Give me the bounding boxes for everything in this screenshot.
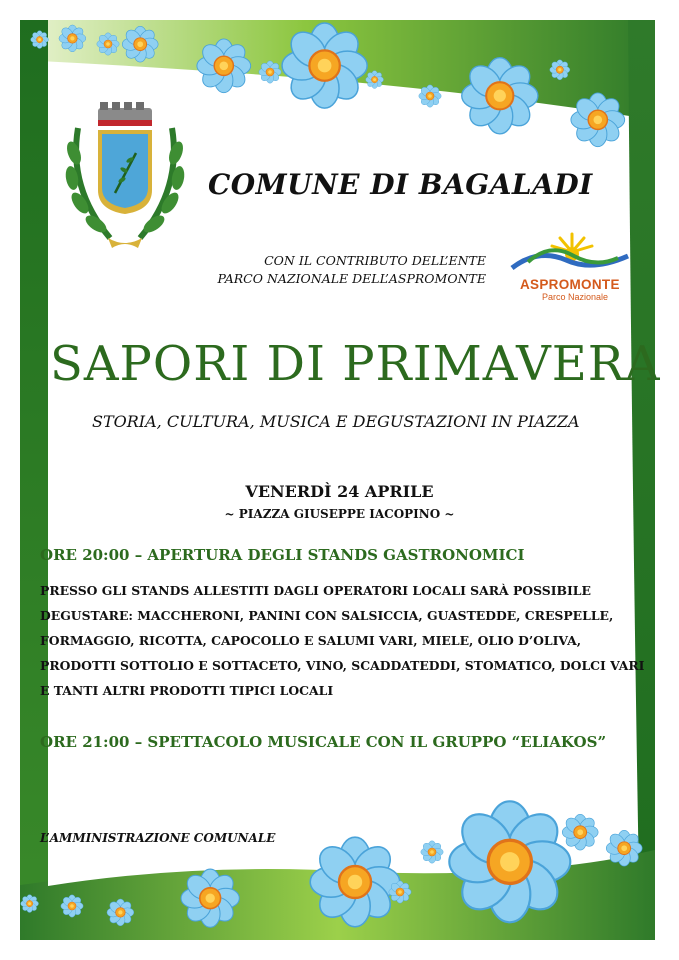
event-date: VENERDÌ 24 APRILE	[245, 482, 434, 501]
aspromonte-sun-icon	[508, 222, 632, 278]
comune-crest-emblem	[60, 98, 190, 253]
flower-icon	[20, 894, 39, 913]
aspromonte-park-logo	[508, 222, 632, 302]
description-line: PRODOTTI SOTTOLIO E SOTTACETO, VINO, SCADDATEDDI, STOMATICO, DOLCI VARI	[40, 658, 645, 673]
program-heading-2: ORE 21:00 – SPETTACOLO MUSICALE CON IL GRUPPO “ELIAKOS”	[40, 733, 607, 751]
event-location: ~ PIAZZA GIUSEPPE IACOPINO ~	[224, 507, 455, 521]
flower-icon	[121, 25, 159, 63]
flower-icon	[279, 20, 370, 111]
flower-icon	[418, 84, 442, 108]
contribution-line: PARCO NAZIONALE DELL’ASPROMONTE	[217, 271, 486, 286]
flower-icon	[365, 70, 384, 89]
flower-icon	[106, 898, 135, 927]
event-title: SAPORI DI PRIMAVERA	[50, 336, 661, 392]
flower-icon	[60, 894, 84, 918]
contribution-line: CON IL CONTRIBUTO DELL’ENTE	[264, 253, 486, 268]
flower-icon	[445, 797, 575, 927]
logo-subtitle: Parco Nazionale	[542, 292, 609, 302]
event-subtitle: STORIA, CULTURA, MUSICA E DEGUSTAZIONI IN PIAZZA	[92, 412, 580, 431]
signature: L’AMMINISTRAZIONE COMUNALE	[40, 831, 276, 845]
flower-icon	[561, 813, 599, 851]
description-line: PRESSO GLI STANDS ALLESTITI DAGLI OPERATORI LOCALI SARÀ POSSIBILE	[40, 583, 591, 598]
flower-icon	[605, 829, 643, 867]
flower-icon	[459, 55, 541, 137]
description-line: E TANTI ALTRI PRODOTTI TIPICI LOCALI	[40, 683, 334, 698]
flower-icon	[549, 59, 571, 81]
flower-icon	[258, 60, 282, 84]
flower-icon	[388, 880, 412, 904]
contribution-text	[150, 252, 486, 288]
flower-icon	[179, 867, 241, 929]
logo-name: ASPROMONTE	[520, 277, 620, 292]
flower-icon	[58, 24, 87, 53]
description-line: DEGUSTARE: MACCHERONI, PANINI CON SALSICCIA, GUASTEDDE, CRESPELLE,	[40, 608, 614, 623]
flower-icon	[30, 30, 49, 49]
flower-icon	[420, 840, 444, 864]
program-description	[40, 578, 645, 703]
comune-title: COMUNE DI BAGALADI	[208, 168, 593, 201]
description-line: FORMAGGIO, RICOTTA, CAPOCOLLO E SALUMI VARI, MIELE, OLIO D’OLIVA,	[40, 633, 582, 648]
flower-icon	[96, 32, 120, 56]
flower-icon	[195, 37, 253, 95]
flower-icon	[569, 91, 627, 149]
program-heading-1: ORE 20:00 – APERTURA DEGLI STANDS GASTRONOMICI	[40, 546, 525, 564]
